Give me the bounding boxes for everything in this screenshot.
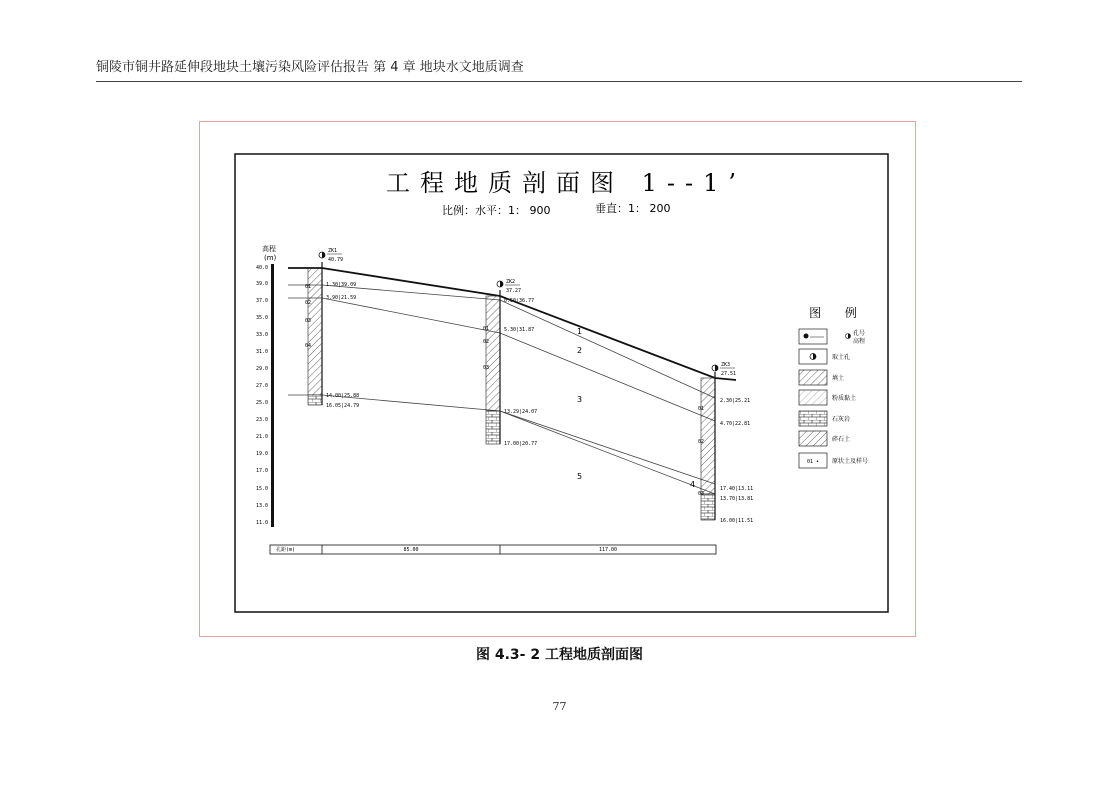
tick-label: 21.0 xyxy=(256,434,269,440)
legend-item xyxy=(799,370,844,385)
sample-marker: 01 xyxy=(698,406,705,412)
legend-item xyxy=(799,411,850,426)
axis-label: 高程 xyxy=(262,245,276,253)
legend-item xyxy=(799,431,850,446)
horizontal-scale: 比例：水平：1： 900 xyxy=(442,204,551,217)
sample-marker: 03 xyxy=(305,318,312,324)
depth-label: 17.00|20.77 xyxy=(504,441,538,447)
tick-label: 27.0 xyxy=(256,383,269,389)
depth-label: 3.90|21.59 xyxy=(326,295,357,301)
borehole-column xyxy=(486,296,500,411)
limestone-segment xyxy=(486,411,500,444)
legend-label-bottom: 高程 xyxy=(853,338,866,345)
sample-marker: 03 xyxy=(483,365,490,371)
borehole-column xyxy=(701,378,715,494)
borehole-elevation: 27.51 xyxy=(721,371,737,377)
legend-item xyxy=(799,329,865,345)
layer-number: 1 xyxy=(577,327,583,336)
figure-caption: 图 4.3- 2 工程地质剖面图 xyxy=(476,647,643,663)
legend-label-top: 孔号 xyxy=(853,330,866,337)
tick-label: 17.0 xyxy=(256,468,269,474)
distance-value: 117.00 xyxy=(598,547,618,553)
tick-label: 29.0 xyxy=(256,366,269,372)
sample-marker: 03 xyxy=(698,491,705,497)
layer-number: 2 xyxy=(577,346,583,355)
elevation-axis-bar xyxy=(271,264,274,527)
tick-label: 11.0 xyxy=(256,520,269,526)
borehole-id: ZK2 xyxy=(506,279,516,285)
boundary-line xyxy=(500,411,715,494)
legend xyxy=(799,305,868,468)
distance-table xyxy=(270,545,716,554)
drawing-title: 工程地质剖面图 1--1’ xyxy=(385,169,747,197)
distance-label: 孔距(m) xyxy=(276,547,296,553)
tick-label: 39.0 xyxy=(256,281,269,287)
distance-table-frame xyxy=(270,545,716,554)
legend-label: 粉质黏土 xyxy=(832,395,857,402)
depth-label: 1.30|39.09 xyxy=(326,282,357,288)
borehole-zk3 xyxy=(701,372,715,520)
legend-label: 填土 xyxy=(832,375,845,382)
fill-soil-hatch-icon xyxy=(799,370,827,385)
legend-sample-glyph: 01 • xyxy=(807,459,820,465)
legend-title: 图 例 xyxy=(809,306,867,320)
axis-unit: (m) xyxy=(264,254,277,262)
layer-number: 5 xyxy=(577,472,583,481)
sample-marker: 02 xyxy=(305,300,312,306)
borehole-symbol-circle xyxy=(804,334,809,339)
tick-label: 40.0 xyxy=(256,265,269,271)
vertical-scale: 垂直：1： 200 xyxy=(595,202,671,215)
boundary-line xyxy=(288,285,715,398)
legend-label: 取土孔 xyxy=(832,354,851,361)
legend-label: 碎石土 xyxy=(832,436,851,443)
legend-item xyxy=(799,453,868,468)
sample-marker: 02 xyxy=(698,439,705,445)
borehole-elevation: 37.27 xyxy=(506,288,522,294)
strata-boundaries xyxy=(288,285,715,494)
sample-marker: 04 xyxy=(305,343,312,349)
borehole-id: ZK1 xyxy=(328,248,338,254)
legend-item xyxy=(799,390,856,405)
gravel-soil-hatch-icon xyxy=(799,431,827,446)
depth-label: 2.30|25.21 xyxy=(720,398,751,404)
layer-number: 3 xyxy=(577,395,583,404)
page-header: 铜陵市铜井路延伸段地块土壤污染风险评估报告 第 4 章 地块水文地质调查 xyxy=(96,60,524,75)
page-number: 77 xyxy=(552,700,567,713)
depth-label: 16.00|11.51 xyxy=(720,518,754,524)
tick-label: 35.0 xyxy=(256,315,269,321)
sample-marker: 02 xyxy=(483,339,490,345)
depth-label: 5.30|31.87 xyxy=(504,327,535,333)
axis-ticks xyxy=(256,265,268,526)
borehole-head-zk3 xyxy=(712,362,736,377)
tick-label: 19.0 xyxy=(256,451,269,457)
depth-label: 13.29|24.07 xyxy=(504,409,538,415)
tick-label: 25.0 xyxy=(256,400,269,406)
depth-label: 0.50|36.77 xyxy=(504,298,535,304)
tick-label: 13.0 xyxy=(256,503,269,509)
borehole-elevation: 40.79 xyxy=(328,257,344,263)
limestone-brick-icon xyxy=(799,411,827,426)
depth-label: 14.00|25.88 xyxy=(326,393,360,399)
tick-label: 33.0 xyxy=(256,332,269,338)
tick-label: 15.0 xyxy=(256,486,269,492)
borehole-head-zk2 xyxy=(497,279,521,294)
limestone-segment xyxy=(701,494,715,520)
sample-marker: 01 xyxy=(305,284,312,290)
tick-label: 23.0 xyxy=(256,417,269,423)
borehole-head-zk1 xyxy=(319,248,343,263)
sample-marker: 01 xyxy=(483,326,490,332)
depth-label: 17.40|13.11 xyxy=(720,486,754,492)
tick-label: 37.0 xyxy=(256,298,269,304)
sample-markers xyxy=(305,284,704,497)
limestone-segment xyxy=(308,395,322,405)
tick-label: 31.0 xyxy=(256,349,269,355)
silty-clay-hatch-icon xyxy=(799,390,827,405)
depth-label: 4.70|22.81 xyxy=(720,421,751,427)
drawing-border xyxy=(235,154,888,612)
legend-label: 原状土及样号 xyxy=(832,458,869,465)
distance-value: 85.00 xyxy=(403,547,419,553)
legend-item xyxy=(799,349,850,364)
borehole-id: ZK3 xyxy=(721,362,731,368)
depth-label: 13.70|13.81 xyxy=(720,496,754,502)
depth-label: 16.05|24.79 xyxy=(326,403,360,409)
borehole-symbol-icon xyxy=(799,329,827,344)
legend-label: 石灰岩 xyxy=(832,416,851,423)
layer-number: 4 xyxy=(690,480,696,489)
